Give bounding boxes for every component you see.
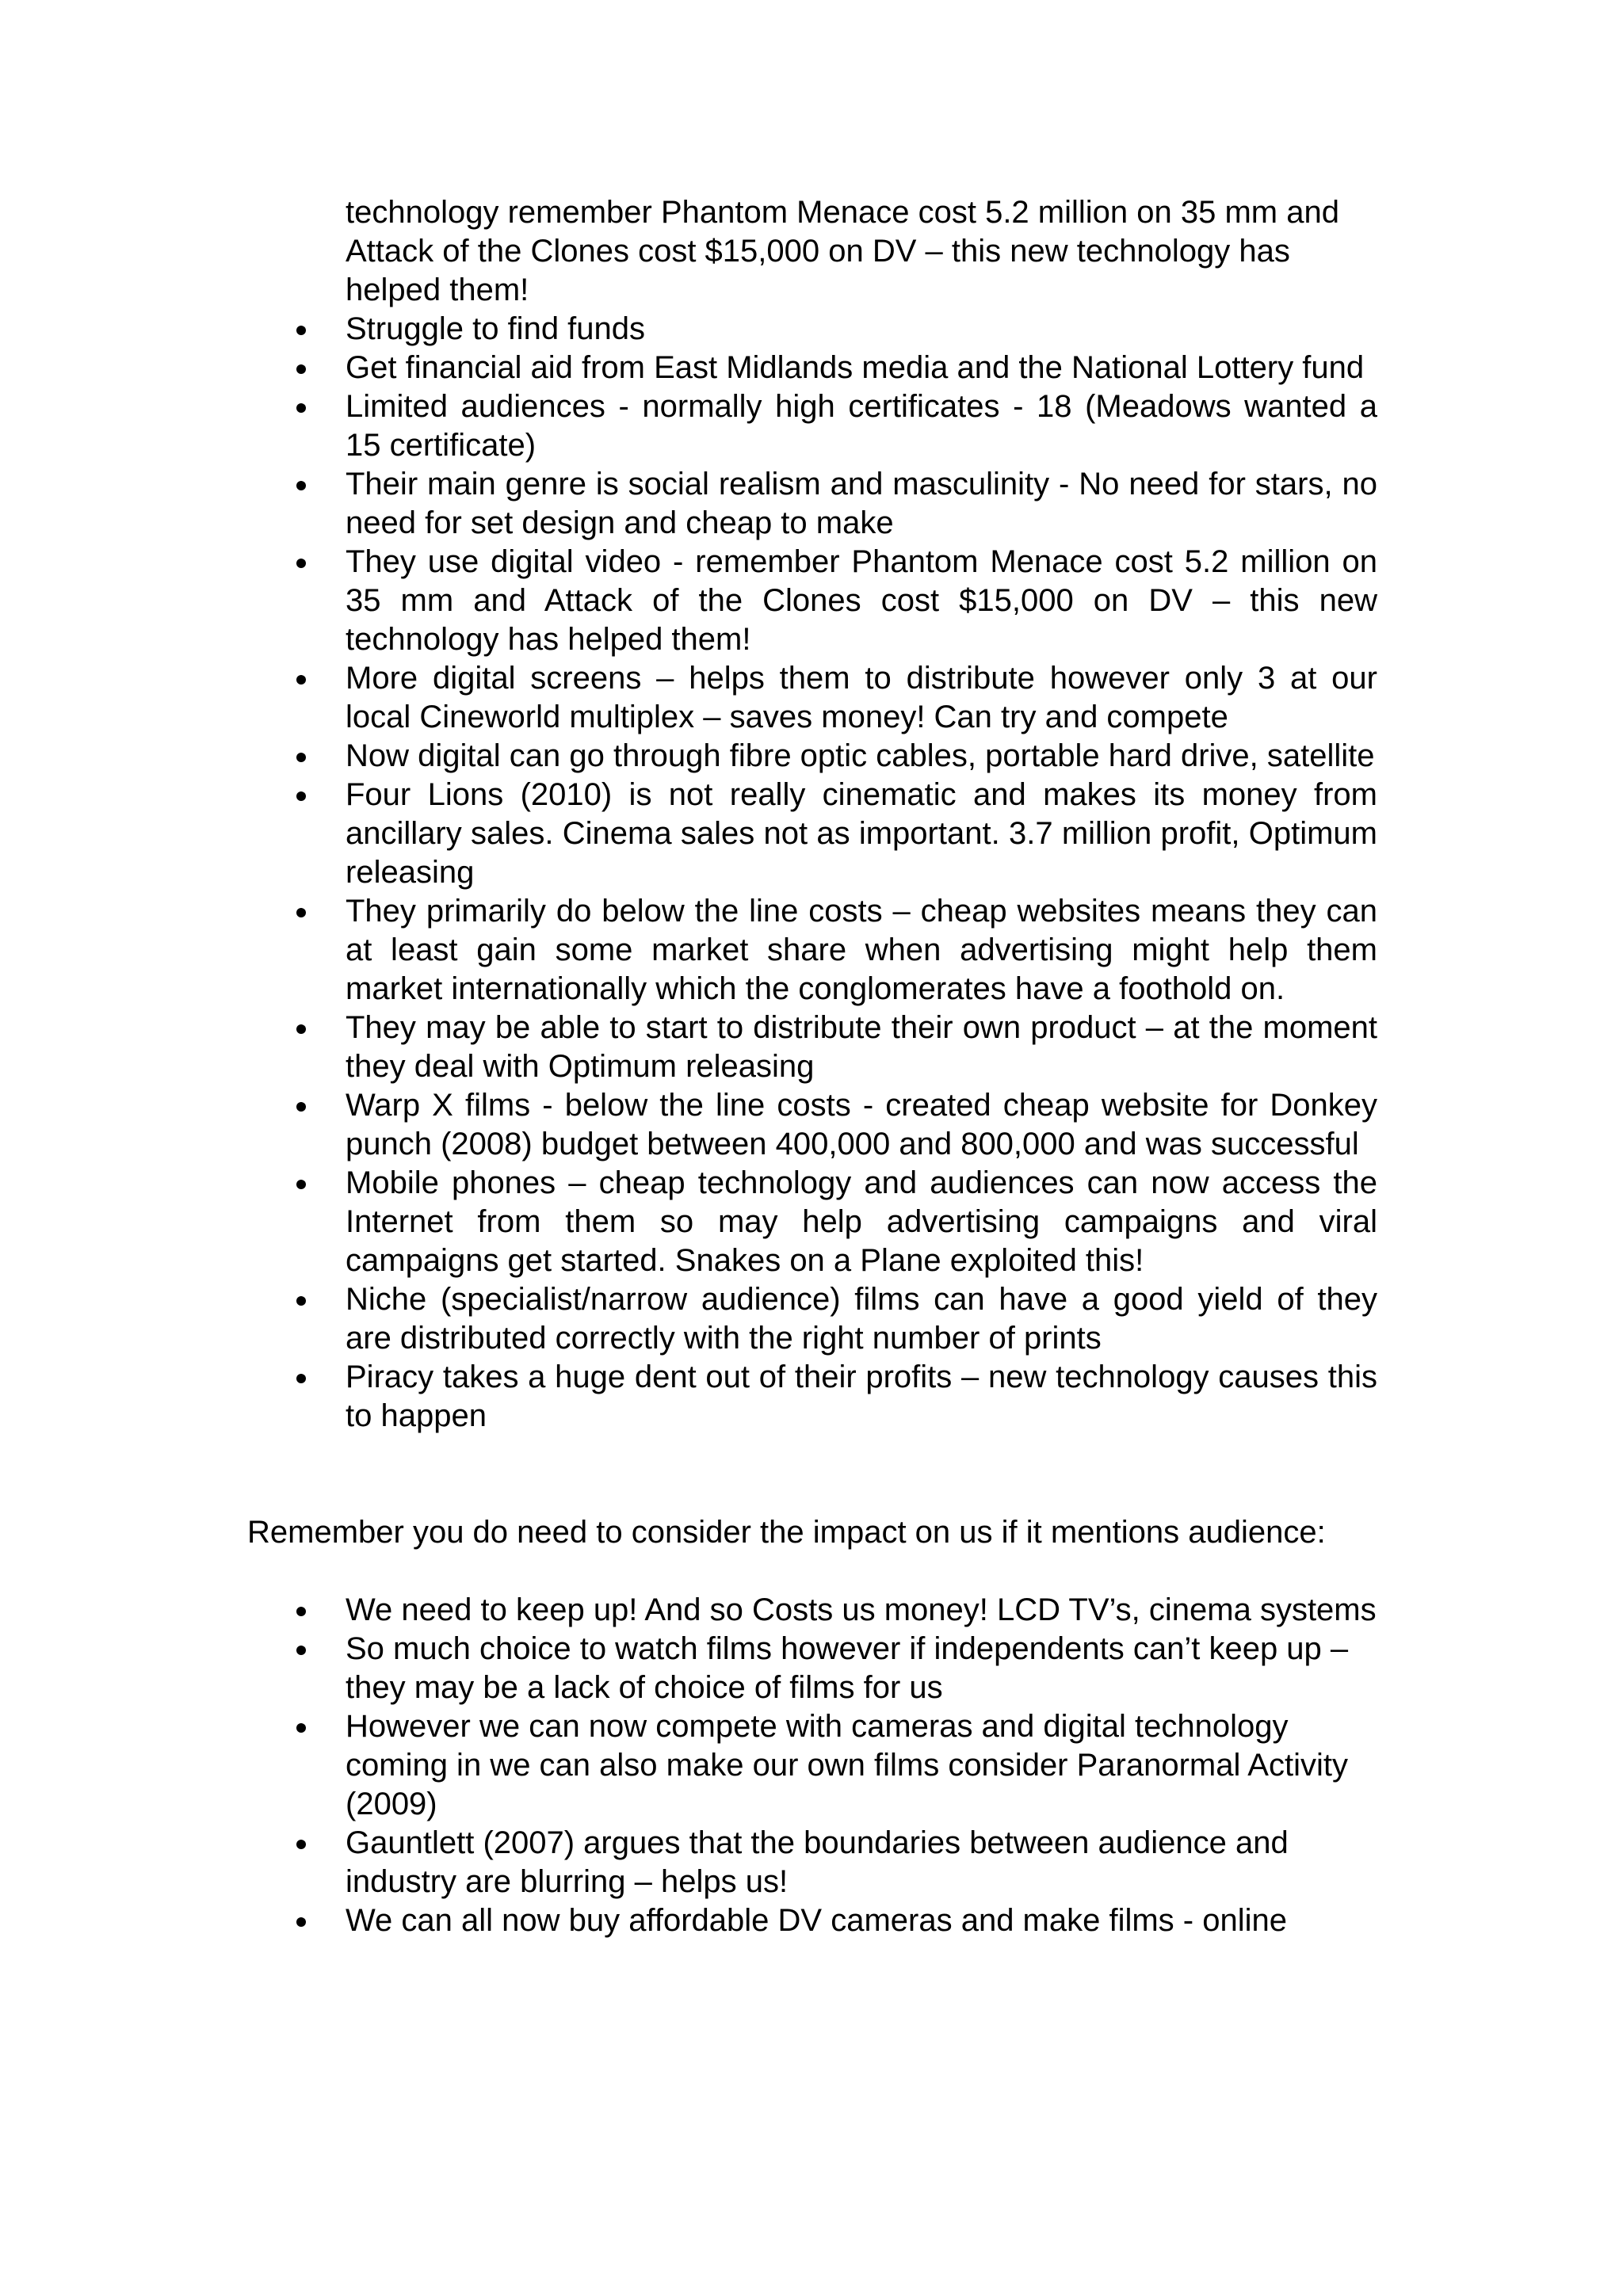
list-item-text: Niche (specialist/narrow audience) films can have a good yield of they are distributed correctly with the right number of prints (346, 1282, 1377, 1356)
list-item-text: We need to keep up! And so Costs us money! LCD TV’s, cinema systems (346, 1592, 1377, 1627)
bullet-icon (296, 1296, 306, 1306)
list-item-text: Four Lions (2010) is not really cinematic and makes its money from ancillary sales. Cinema sales not as important. 3.7 million profit, Optimum releasing (346, 777, 1377, 890)
list-item-text: They may be able to start to distribute their own product – at the moment they deal with Optimum releasing (346, 1010, 1377, 1084)
bullet-icon (296, 1607, 306, 1616)
list-item (247, 543, 1377, 659)
bullet-icon (296, 481, 306, 490)
list-item-text: Struggle to find funds (346, 311, 646, 346)
list-item (247, 892, 1377, 1009)
page-content (247, 193, 1388, 1940)
list-item-text: We can all now buy affordable DV cameras and make films - online (346, 1903, 1287, 1938)
bullet-icon (296, 1646, 306, 1655)
list-item-text: Warp X films - below the line costs - created cheap website for Donkey punch (2008) budget between 400,000 and 800,000 and was successful (346, 1088, 1377, 1161)
list-item-text: Limited audiences - normally high certificates - 18 (Meadows wanted a 15 certificate) (346, 389, 1377, 463)
list-item (247, 465, 1377, 543)
bullet-icon (296, 791, 306, 801)
list-item (247, 776, 1377, 892)
list-item (247, 1630, 1377, 1707)
bullet-icon (296, 908, 306, 917)
list-item-text: Piracy takes a huge dent out of their profits – new technology causes this to happen (346, 1360, 1377, 1433)
list-item-text: Mobile phones – cheap technology and audiences can now access the Internet from them so may help advertising campaigns and viral campaigns get started. Snakes on a Plane exploited this! (346, 1165, 1377, 1278)
list-item (247, 1901, 1377, 1940)
list-item (247, 1280, 1377, 1358)
bullet-icon (296, 1102, 306, 1112)
list-item (247, 659, 1377, 737)
list-item-text: Get financial aid from East Midlands media and the National Lottery fund (346, 350, 1365, 385)
list-item (247, 1164, 1377, 1280)
list-item (247, 1086, 1377, 1164)
list-item-text: So much choice to watch films however if independents can’t keep up – they may be a lack of choice of films for us (346, 1631, 1349, 1705)
list-item-text: Gauntlett (2007) argues that the boundaries between audience and industry are blurring – helps us! (346, 1825, 1289, 1899)
list-item-text: They primarily do below the line costs – cheap websites means they can at least gain some market share when advertising might help them market internationally which the conglomerates have a foothold on. (346, 894, 1377, 1006)
bullet-icon (296, 675, 306, 685)
bullet-icon (296, 1180, 306, 1189)
list-item (247, 349, 1377, 387)
list-item (247, 1009, 1377, 1086)
bullet-icon (296, 364, 306, 374)
bullet-icon (296, 1374, 306, 1383)
bullet-icon (296, 1840, 306, 1849)
audience-note: Remember you do need to consider the impact on us if it mentions audience: (247, 1515, 1326, 1550)
list-item (247, 387, 1377, 465)
list-item-text: Now digital can go through fibre optic cables, portable hard drive, satellite (346, 738, 1375, 773)
list-item (247, 1358, 1377, 1436)
list-item-text: Their main genre is social realism and masculinity - No need for stars, no need for set design and cheap to make (346, 467, 1377, 540)
list-item (247, 1707, 1377, 1824)
list-item-text: They use digital video - remember Phantom Menace cost 5.2 million on 35 mm and Attack of the Clones cost $15,000 on DV – this new technology has helped them! (346, 544, 1377, 657)
bullet-icon (296, 1024, 306, 1034)
independent-film-list (247, 310, 1388, 1436)
list-item-text: However we can now compete with cameras and digital technology coming in we can also make our own films consider Paranormal Activity (2009) (346, 1709, 1348, 1821)
list-item (247, 1591, 1377, 1630)
bullet-icon (296, 1723, 306, 1733)
continuation-paragraph: technology remember Phantom Menace cost 5.2 million on 35 mm and Attack of the Clones cost $15,000 on DV – this new technology has helped them! (346, 195, 1339, 307)
bullet-icon (296, 403, 306, 413)
list-item (247, 310, 1377, 349)
list-item (247, 1824, 1377, 1901)
list-item (247, 737, 1377, 776)
bullet-icon (296, 559, 306, 568)
list-item-text: More digital screens – helps them to distribute however only 3 at our local Cineworld multiplex – saves money! Can try and compete (346, 661, 1377, 734)
audience-impact-list (247, 1591, 1388, 1940)
bullet-icon (296, 753, 306, 762)
bullet-icon (296, 1917, 306, 1927)
bullet-icon (296, 326, 306, 335)
